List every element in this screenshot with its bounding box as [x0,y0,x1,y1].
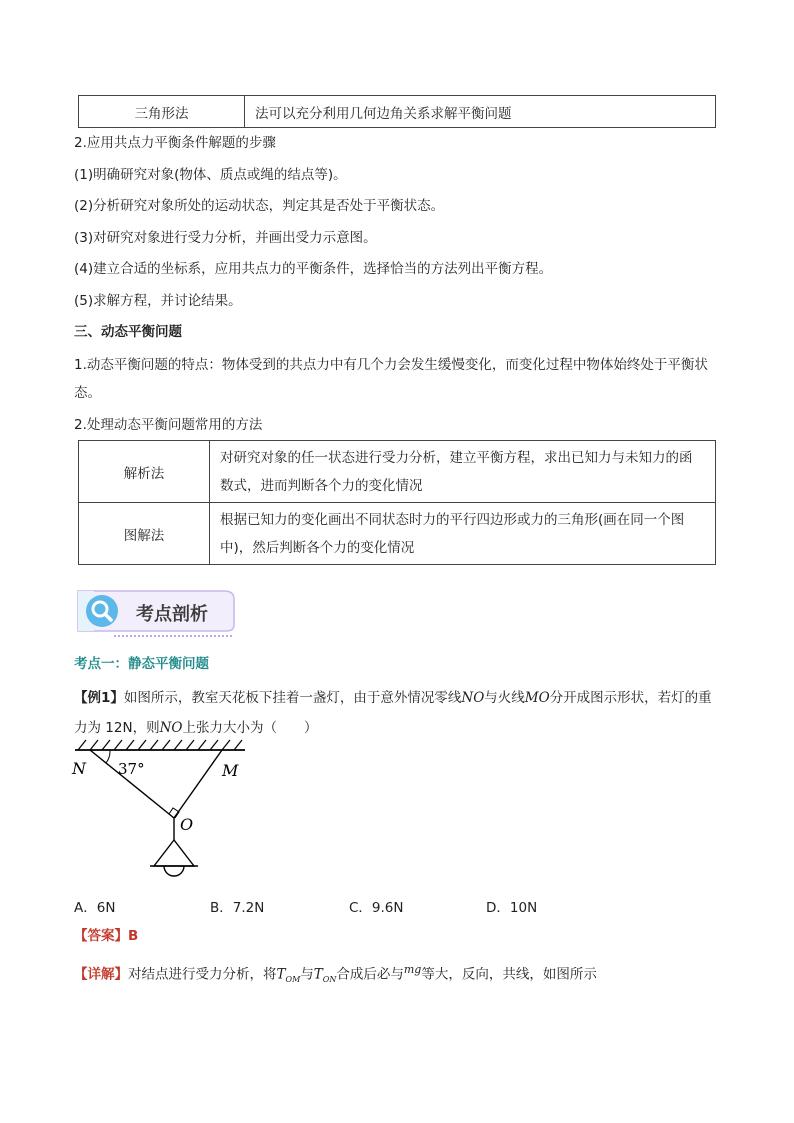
topic-heading: 考点一：静态平衡问题 [74,656,209,672]
description-cell: 根据已知力的变化画出不同状态时力的平行四边形或力的三角形(画在同一个图中)，然后判断各个力的变化情况 [210,503,716,565]
option-d: D．10N [486,900,538,916]
option-a: A．6N [74,900,116,916]
answer-line [74,924,724,948]
example-label: 【例1】 [74,690,124,706]
dynamic-balance-feature: 1.动态平衡问题的特点：物体受到的共点力中有几个力会发生缓慢变化，而变化过程中物体始终处于平衡状态。 [74,357,708,401]
angle-arc [106,750,110,763]
topic-banner [74,587,240,637]
method-cell: 三角形法 [79,96,245,128]
step-1: (1)明确研究对象(物体、质点或绳的结点等)。 [74,167,347,183]
magnifier-icon [84,593,120,633]
ceiling [75,740,245,750]
detail-label: 【详解】 [74,966,128,983]
detail-line: 【详解】对结点进行受力分析，将$T_{OM}$与$T_{ON}$合成后必与$^{mg}$等大，反向，共线，如图所示 [74,963,597,985]
dynamic-methods-table [78,440,716,565]
description-cell: 对研究对象的任一状态进行受力分析，建立平衡方程，求出已知力与未知力的函数式，进而判断各个力的变化情况 [210,441,716,503]
dynamic-methods-title: 2.处理动态平衡问题常用的方法 [74,417,263,433]
option-b: B．7.2N [210,900,265,916]
answer-value: B [128,928,139,944]
step-4: (4)建立合适的坐标系，应用共点力的平衡条件，选择恰当的方法列出平衡方程。 [74,261,553,277]
wire-mo [174,750,222,818]
label-m: M [222,761,239,780]
lamp [150,840,198,876]
label-o: O [180,815,194,834]
option-c: C．9.6N [349,900,404,916]
example-1-question: 【例1】如图所示，教室天花板下挂着一盏灯，由于意外情况零线NO与火线MO分开成图示形状，若灯的重力为 12N，则NO上张力大小为（ ） [74,690,712,736]
angle-label: 37° [118,760,145,778]
section-3-heading: 三、动态平衡问题 [74,324,182,340]
description-cell: 法可以充分利用几何边角关系求解平衡问题 [245,96,716,128]
answer-label: 【答案】 [74,928,128,944]
step-3: (3)对研究对象进行受力分析，并画出受力示意图。 [74,230,377,246]
method-cell: 解析法 [79,441,210,503]
step-5: (5)求解方程，并讨论结果。 [74,293,242,309]
step-2: (2)分析研究对象所处的运动状态，判定其是否处于平衡状态。 [74,198,445,214]
label-n: N [72,759,86,778]
steps-title: 2.应用共点力平衡条件解题的步骤 [74,135,276,151]
banner-title: 考点剖析 [136,604,208,625]
method-table-continued [78,95,716,128]
method-cell: 图解法 [79,503,210,565]
lamp-figure [70,738,270,888]
